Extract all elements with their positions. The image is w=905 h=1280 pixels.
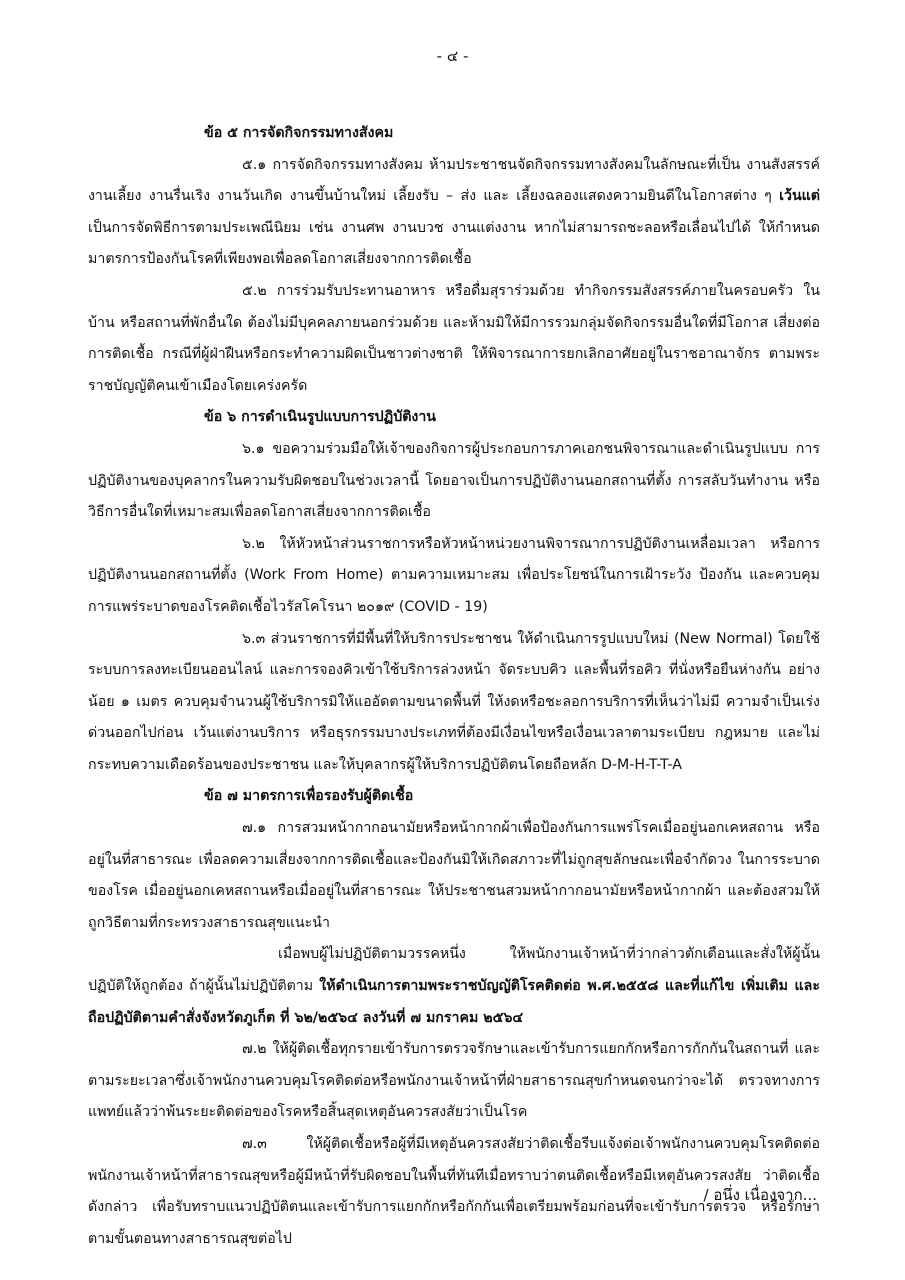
section-5-1-rest: เป็นการจัดพิธีการตามประเพณีนิยม เช่น งานศพ งานบวช งานแต่งงาน หากไม่สามารถชะลอหรือเลื่อนไปได้ ให้กำหนดมาตรการป้องกันโรคที่เพียงพอเพื่อลดโอกาสเสี่ยงจากการติดเชื้อ (88, 219, 820, 268)
section-7-1-second-text: เมื่อพบผู้ไม่ปฏิบัติตามวรรคหนึ่ง ให้พนักงานเจ้าหน้าที่ว่ากล่าวตักเตือนและสั่งให้ผู้นั้น ปฏิบัติให้ถูกต้อง ถ้าผู้นั้นไม่ปฏิบัติตาม (88, 946, 820, 995)
section-5-1-paragraph (88, 150, 820, 276)
section-5-2-paragraph: ๕.๒ การร่วมรับประทานอาหาร หรือดื่มสุราร่วมด้วย ทำกิจกรรมสังสรรค์ภายในครอบครัว ในบ้าน หรือสถานที่พักอื่นใด ต้องไม่มีบุคคลภายนอกร่วมด้วย และห้ามมิให้มีการรวมกลุ่มจัดกิจกรรมอื่นใดที่มีโอกาส เสี่ยงต่อการติดเชื้อ กรณีที่ผู้ฝ่าฝืนหรือกระทำความผิดเป็นชาวต่างชาติ ให้พิจารณาการยกเลิกอาศัยอยู่ในราชอาณาจักร ตามพระราชบัญญัติคนเข้าเมืองโดยเคร่งครัด (88, 282, 820, 394)
section-5-heading: ข้อ ๕ การจัดกิจกรรมทางสังคม (204, 125, 394, 141)
section-7-2-paragraph: ๗.๒ ให้ผู้ติดเชื้อทุกรายเข้ารับการตรวจรักษาและเข้ารับการแยกกักหรือการกักกันในสถานที่ และตามระยะเวลาซึ่งเจ้าพนักงานควบคุมโรคติดต่อหรือพนักงานเจ้าหน้าที่ฝ่ายสาธารณสุขกำหนดจนกว่าจะได้ ตรวจทางการแพทย์แล้วว่าพ้นระยะติดต่อของโรคหรือสิ้นสุดเหตุอันควรสงสัยว่าเป็นโรค (88, 1041, 820, 1121)
section-7-3-paragraph: ๗.๓ ให้ผู้ติดเชื้อหรือผู้ที่มีเหตุอันควรสงสัยว่าติดเชื้อรีบแจ้งต่อเจ้าพนักงานควบคุมโรคติดต่อ พนักงานเจ้าหน้าที่สาธารณสุขหรือผู้มีหน้าที่รับผิดชอบในพื้นที่ทันทีเมื่อทราบว่าตนติดเชื้อหรือมีเหตุอันควรสงสัย ว่าติดเชื้อดังกล่าว เพื่อรับทราบแนวปฏิบัติตนและเข้ารับการแยกกักหรือกักกันเพื่อเตรียมพร้อมก่อนที่จะเข้ารับการตรวจ หรือรักษาตามขั้นตอนทางสาธารณสุขต่อไป (88, 1136, 820, 1247)
section-7-1-second-paragraph (88, 939, 820, 1034)
section-6-2-paragraph: ๖.๒ ให้หัวหน้าส่วนราชการหรือหัวหน้าหน่วยงานพิจารณาการปฏิบัติงานเหลื่อมเวลา หรือการปฏิบัติงานนอกสถานที่ตั้ง (Work From Home) ตามความเหมาะสม เพื่อประโยชน์ในการเฝ้าระวัง ป้องกัน และควบคุมการแพร่ระบาดของโรคติดเชื้อไวรัสโคโรนา ๒๐๑๙ (COVID - 19) (88, 535, 820, 615)
section-7-heading: ข้อ ๗ มาตรการเพื่อรองรับผู้ติดเชื้อ (204, 788, 414, 805)
section-6-3-paragraph: ๖.๓ ส่วนราชการที่มีพื้นที่ให้บริการประชาชน ให้ดำเนินการรูปแบบใหม่ (New Normal) โดยใช้ ระบบการลงทะเบียนออนไลน์ และการจองคิวเข้าใช้บริการล่วงหน้า จัดระบบคิว และพื้นที่รอคิว ที่นั่งหรือยืนห่างกัน อย่างน้อย ๑ เมตร ควบคุมจำนวนผู้ใช้บริการมิให้แออัดตามขนาดพื้นที่ ให้งดหรือชะลอการบริการที่เห็นว่าไม่มี ความจำเป็นเร่งด่วนออกไปก่อน เว้นแต่งานบริการ หรือธุรกรรมบางประเภทที่ต้องมีเงื่อนไขหรือเงื่อนเวลาตามระเบียบ กฎหมาย และไม่กระทบความเดือดร้อนของประชาชน และให้บุคลากรผู้ให้บริการปฏิบัติตนโดยถือหลัก D-M-H-T-T-A (88, 630, 820, 773)
section-7-1-emphasis: ให้ดำเนินการตามพระราชบัญญัติโรคติดต่อ พ.ศ.๒๕๕๘ และที่แก้ไข เพิ่มเติม และถือปฏิบัติตามคำสั่งจังหวัดภูเก็ต ที่ ๖๒/๒๕๖๔ ลงวันที่ ๗ มกราคม ๒๕๖๔ (88, 978, 820, 1026)
section-7-1-paragraph: ๗.๑ การสวมหน้ากากอนามัยหรือหน้ากากผ้าเพื่อป้องกันการแพร่โรคเมื่ออยู่นอกเคหสถาน หรืออยู่ในที่สาธารณะ เพื่อลดความเสี่ยงจากการติดเชื้อและป้องกันมิให้เกิดสภาวะที่ไม่ถูกสุขลักษณะเพื่อจำกัดวง ในการระบาดของโรค เมื่ออยู่นอกเคหสถานหรือเมื่ออยู่ในที่สาธารณะ ให้ประชาชนสวมหน้ากากอนามัยหรือหน้ากากผ้า และต้องสวมให้ถูกวิธีตามที่กระทรวงสาธารณสุขแนะนำ (88, 820, 820, 931)
page-number: - ๔ - (436, 47, 469, 65)
continuation-note: / อนึ่ง เนื่องจาก... (703, 1186, 817, 1204)
section-6-1-paragraph: ๖.๑ ขอความร่วมมือให้เจ้าของกิจการผู้ประกอบการภาคเอกชนพิจารณาและดำเนินรูปแบบ การปฏิบัติงานของบุคลากรในความรับผิดชอบในช่วงเวลานี้ โดยอาจเป็นการปฏิบัติงานนอกสถานที่ตั้ง การสลับวันทำงาน หรือวิธีการอื่นใดที่เหมาะสมเพื่อลดโอกาสเสี่ยงจากการติดเชื้อ (88, 440, 820, 521)
section-5-1-text: ๕.๑ การจัดกิจกรรมทางสังคม ห้ามประชาชนจัดกิจกรรมทางสังคมในลักษณะที่เป็น งานสังสรรค์ งานเลี้ยง งานรื่นเริง งานวันเกิด งานขึ้นบ้านใหม่ เลี้ยงรับ – ส่ง และ เลี้ยงฉลองแสดงความยินดีในโอกาสต่าง ๆ (88, 156, 820, 205)
section-5-1-emphasis: เว้นแต่ (779, 188, 820, 205)
section-6-heading: ข้อ ๖ การดำเนินรูปแบบการปฏิบัติงาน (204, 409, 437, 426)
document-body (88, 118, 820, 1255)
